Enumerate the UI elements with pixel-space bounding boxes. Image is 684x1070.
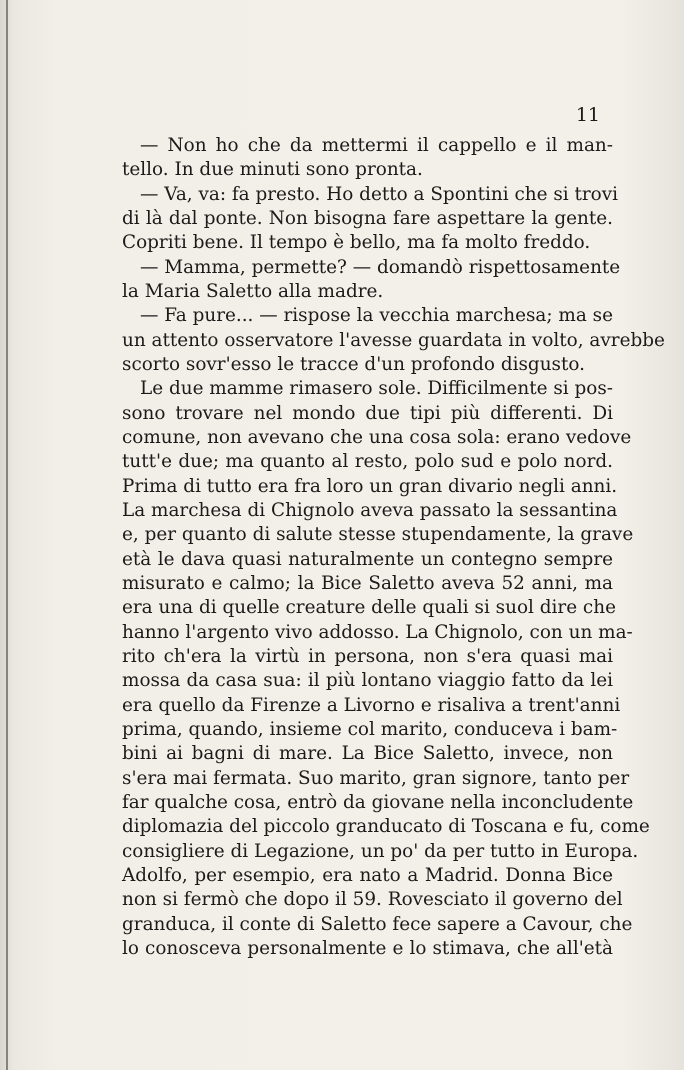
text-line: tutt'e due; ma quanto al resto, polo sud e polo nord.	[122, 451, 613, 473]
text-line: granduca, il conte di Saletto fece sapere a Cavour, che	[122, 913, 633, 935]
text-line: — Fa pure... — rispose la vecchia marchesa; ma se	[140, 305, 613, 327]
text-line: comune, non avevano che una cosa sola: erano vedove	[122, 426, 632, 448]
text-line: mossa da casa sua: il più lontano viaggio fatto da lei	[122, 670, 613, 692]
text-line: — Mamma, permette? — domandò rispettosamente	[140, 256, 621, 278]
text-line: far qualche cosa, entrò da giovane nella inconcludente	[122, 791, 634, 813]
text-line: rito ch'era la virtù in persona, non s'era quasi mai	[122, 645, 613, 667]
body-text	[122, 134, 665, 961]
binding-edge	[6, 0, 8, 1070]
text-line: Prima di tutto era fra loro un gran divario negli anni.	[122, 475, 618, 497]
text-line: — Non ho che da mettermi il cappello e il man-	[140, 135, 613, 156]
text-line: Copriti bene. Il tempo è bello, ma fa molto freddo.	[122, 232, 591, 254]
text-line: era una di quelle creature delle quali si suol dire che	[122, 597, 616, 619]
text-line: s'era mai fermata. Suo marito, gran signore, tanto per	[122, 767, 630, 789]
text-line: era quello da Firenze a Livorno e risaliva a trent'anni	[122, 694, 621, 716]
text-line: diplomazia del piccolo granducato di Toscana e fu, come	[122, 816, 650, 838]
text-line: non si fermò che dopo il 59. Rovesciato il governo del	[122, 889, 623, 911]
text-line: bini ai bagni di mare. La Bice Saletto, invece, non	[122, 743, 613, 765]
text-line: La marchesa di Chignolo aveva passato la sessantina	[122, 499, 618, 521]
text-line: — Va, va: fa presto. Ho detto a Spontini che si trovi	[140, 183, 619, 205]
text-line: età le dava quasi naturalmente un contegno sempre	[122, 548, 613, 570]
text-line: e, per quanto di salute stesse stupendamente, la grave	[122, 524, 634, 546]
text-line: di là dal ponte. Non bisogna fare aspettare la gente.	[122, 207, 613, 229]
text-line: la Maria Saletto alla madre.	[122, 280, 384, 302]
text-line: prima, quando, insieme col marito, conduceva i bam-	[122, 718, 618, 740]
text-line: misurato e calmo; la Bice Saletto aveva 52 anni, ma	[122, 572, 613, 594]
page-number: 11	[575, 104, 600, 126]
text-line: Le due mamme rimasero sole. Difficilmente si pos-	[140, 378, 613, 400]
text-line: un attento osservatore l'avesse guardata in volto, avrebbe	[122, 329, 665, 351]
text-line: tello. In due minuti sono pronta.	[122, 159, 423, 181]
text-line: hanno l'argento vivo addosso. La Chignolo, con un ma-	[122, 621, 633, 643]
text-line: Adolfo, per esempio, era nato a Madrid. Donna Bice	[122, 864, 613, 886]
text-line: scorto sovr'esso le tracce d'un profondo disgusto.	[122, 353, 585, 375]
text-line: sono trovare nel mondo due tipi più differenti. Di	[122, 402, 613, 424]
text-line: lo conosceva personalmente e lo stimava, che all'età	[122, 937, 613, 959]
text-line: consigliere di Legazione, un po' da per tutto in Europa.	[122, 840, 639, 862]
